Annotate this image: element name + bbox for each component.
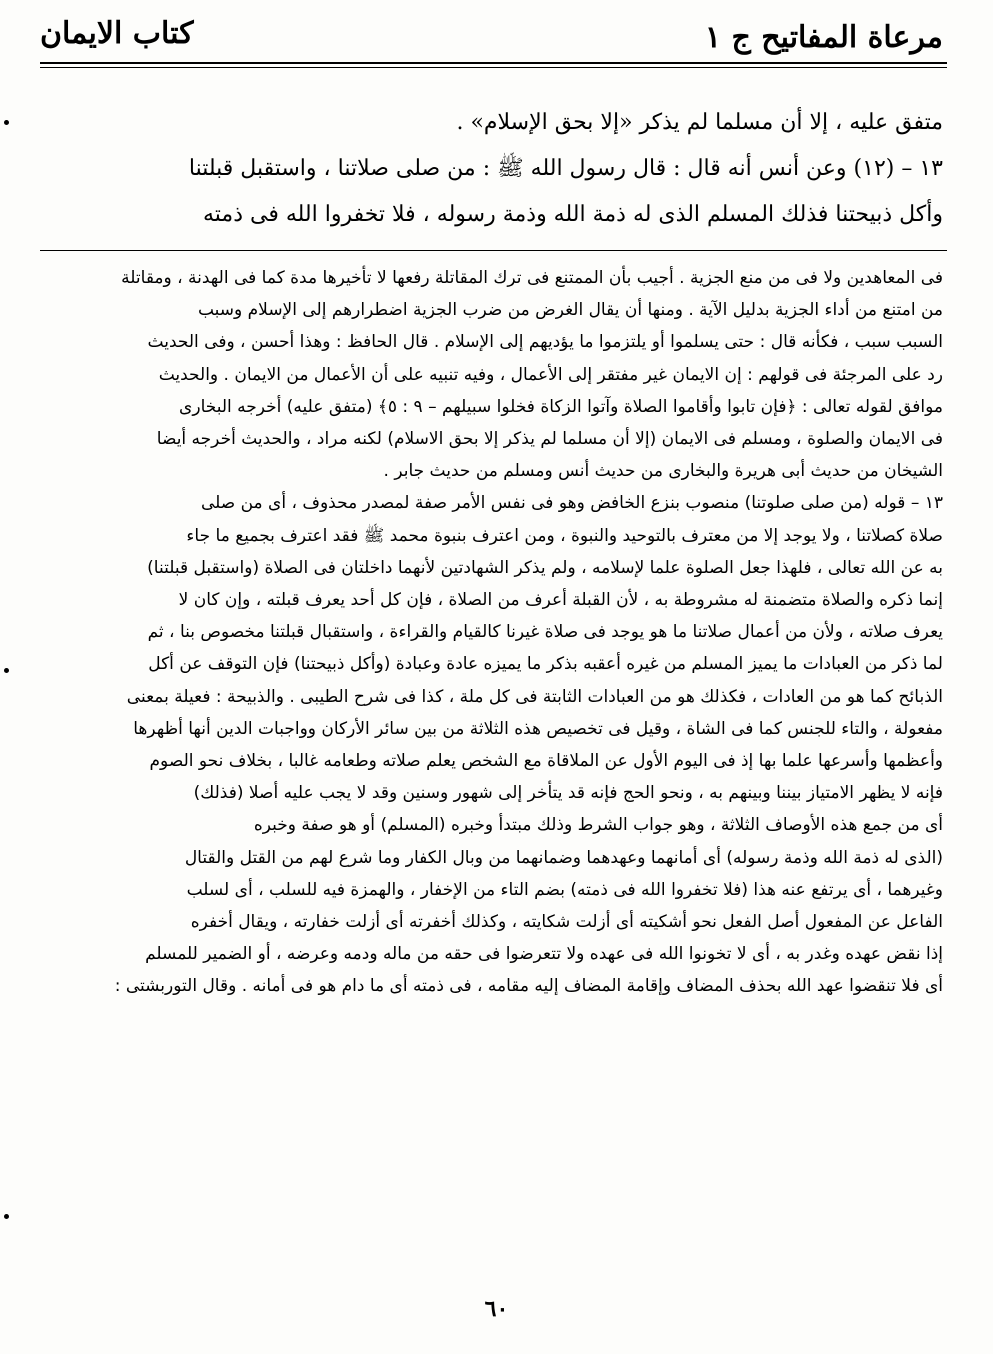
commentary-line: أى فلا تنقضوا عهد الله بحذف المضاف وإقامة المضاف إليه مقامه ، فى ذمته أى ما دام هو فى أمانه . وقال التوربشتى : — [114, 976, 943, 997]
page-number: ٦٠ — [484, 1296, 509, 1322]
commentary-line: (الذى له ذمة الله وذمة رسوله) أى أمانهما وعهدهما وضمانهما من وبال الكفار وما شرع لهم من القتل والقتال — [184, 847, 943, 868]
commentary-text — [44, 262, 943, 1003]
scan-mark — [4, 1214, 9, 1219]
commentary-line: إذا نقض عهده وغدر به ، أى لا تخونوا الله فى عهده ولا تتعرضوا فى حقه من ماله ودمه وعرضه ، أو الضمير للمسلم — [145, 944, 943, 965]
scan-mark — [4, 120, 9, 125]
commentary-line: الفاعل عن المفعول أصل الفعل نحو أشكيته أى أزلت شكايته ، وكذلك أخفرته أى أزلت خفارته ، ويقال أخفره — [190, 912, 943, 933]
book-title: مرعاة المفاتيح ج ١ — [704, 20, 943, 55]
commentary-line: فى الايمان والصلوة ، ومسلم فى الايمان (إلا أن مسلما لم يذكر إلا بحق الاسلام) لكنه مراد ، والحديث أخرجه أيضا — [156, 429, 943, 450]
commentary-line: أى من جمع هذه الأوصاف الثلاثة ، وهو جواب الشرط وذلك مبتدأ وخبره (المسلم) أو هو صفة وخبره — [253, 815, 943, 836]
hadith-text — [44, 100, 943, 238]
commentary-line: وأعظمها وأسرعها علما بها إذ فى اليوم الأول عن الملاقاة مع الشخص يعلم صلاته وطعامه غالبا ، بخلاف نحو الصوم — [149, 751, 943, 772]
scan-mark — [4, 668, 9, 673]
commentary-line: فإنه لا يظهر الامتياز بيننا وبينهم به ، ونحو الحج فإنه قد يتأخر إلى شهور وسنين وقد لا يجب عليه أصلا (فذلك) — [193, 783, 943, 804]
chapter-title: كتاب الايمان — [40, 16, 194, 51]
page-header — [40, 14, 943, 62]
hadith-line: ١٣ – (١٢) وعن أنس أنه قال : قال رسول الله ﷺ : من صلى صلاتنا ، واستقبل قبلتنا — [188, 156, 943, 181]
commentary-line: به عن الله تعالى ، فلهذا جعل الصلوة علما لإسلامه ، ولم يذكر الشهادتين لأنهما داخلتان فى الصلاة (واستقبل قبلتنا) — [147, 557, 943, 578]
commentary-line: ١٣ – قوله (من صلى صلوتنا) منصوب بنزع الخافض وهو فى نفس الأمر صفة لمصدر محذوف ، أى من صلى — [200, 493, 943, 514]
hadith-line: متفق عليه ، إلا أن مسلما لم يذكر «إلا بحق الإسلام» . — [456, 110, 943, 135]
commentary-line: فى المعاهدين ولا فى من منع الجزية . أجيب بأن الممتنع فى ترك المقاتلة رفعها لا تأخيرها مدة كما فى الهدنة ، ومقاتلة — [121, 268, 943, 288]
header-divider — [40, 62, 947, 68]
commentary-line: الذبائح كما هو من العادات ، فكذلك هو من العبادات الثابتة فى كل ملة ، كذا فى شرح الطيبى . والذبيحة : فعيلة بمعنى — [126, 686, 943, 707]
commentary-line: لما ذكر من العبادات ما يميز المسلم من غيره أعقبه بذكر ما يميزه عادة وعبادة (وأكل ذبيحتنا) فإن التوقف عن أكل — [148, 654, 943, 675]
commentary-line: يعرف صلاته ، ولأن من أعمال صلاتنا ما هو يوجد فى صلاة غيرنا كالقيام والقراءة ، واستقبال قبلتنا مخصوص بنا ، ثم — [147, 622, 943, 643]
commentary-line: من امتنع من أداء الجزية بدليل الآية . ومنها أن يقال الغرض من ضرب الجزية اضطرارهم إلى الإسلام وسبب — [197, 300, 943, 321]
commentary-line: السبب سبب ، فكأنه قال : حتى يسلموا أو يلتزموا ما يؤديهم إلى الإسلام . قال الحافظ : وهذا أحسن ، وفى الحديث — [147, 332, 943, 353]
commentary-line: رد على المرجئة فى قولهم : إن الايمان غير مفتقر إلى الأعمال ، وفيه تنبيه على أن الأعمال من الايمان . والحديث — [158, 364, 943, 385]
commentary-divider — [40, 250, 947, 251]
commentary-line: الشيخان من حديث أبى هريرة والبخارى من حديث أنس ومسلم من حديث جابر . — [383, 461, 943, 482]
commentary-line: موافق لقوله تعالى : ﴿فإن تابوا وأقاموا الصلاة وآتوا الزكاة فخلوا سبيلهم – ٩ : ٥﴾ (متفق عليه) أخرجه البخارى — [179, 396, 943, 417]
commentary-line: مفعولة ، والتاء للجنس كما فى الشاة ، وقيل فى تخصيص هذه الثلاثة من بين سائر الأركان وواجبات الدين أنها أظهرها — [133, 718, 943, 739]
hadith-line: وأكل ذبيحتنا فذلك المسلم الذى له ذمة الله وذمة رسوله ، فلا تخفروا الله فى ذمته — [202, 202, 943, 227]
commentary-line: إنما ذكره والصلاة متضمنة له مشروطة به ، لأن القبلة أعرف من الصلاة ، فإن كل أحد يعرف قبلته ، وإن كان لا — [178, 590, 943, 611]
commentary-line: وغيرهما ، أى يرتفع عنه هذا (فلا تخفروا الله فى ذمته) بضم التاء من الإخفار ، والهمزة فيه للسلب ، أى لسلب — [186, 879, 943, 900]
commentary-line: صلاة كصلاتنا ، ولا يوجد إلا من معترف بالتوحيد والنبوة ، ومن اعترف بنبوة محمد ﷺ فقد اعترف بجميع ما جاء — [186, 525, 943, 546]
